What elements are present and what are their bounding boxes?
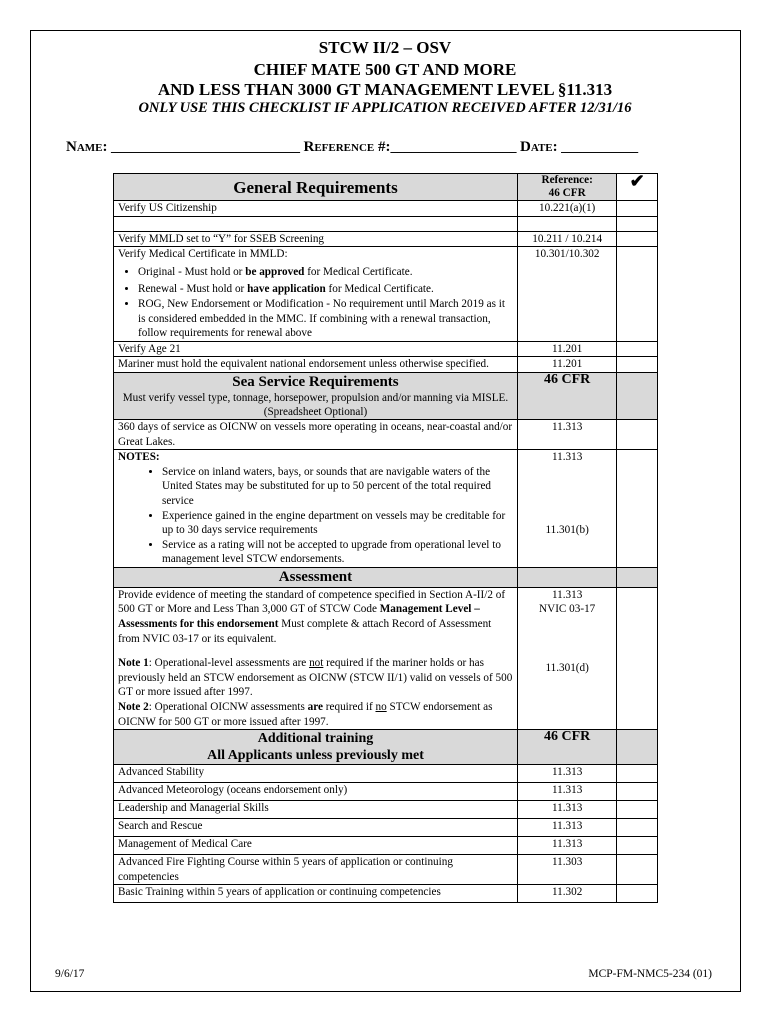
- footer-date: 9/6/17: [55, 968, 85, 980]
- assessment-reference-3: 11.301(d): [545, 662, 589, 675]
- requirement-cell: [114, 587, 518, 729]
- date-field[interactable]: ___________: [557, 140, 639, 155]
- training-text: Basic Training within 5 years of application or continuing competencies: [114, 885, 518, 903]
- requirement-text: Verify MMLD set to “Y” for SSEB Screening: [114, 231, 518, 247]
- footer-form-id: MCP-FM-NMC5-234 (01): [588, 968, 712, 980]
- check-cell[interactable]: [617, 231, 658, 247]
- date-label: Date:: [519, 139, 558, 155]
- requirement-text: 360 days of service as OICNW on vessels more operating in oceans, near-coastal and/or Great Lakes.: [114, 419, 518, 449]
- general-requirements-header: [114, 174, 658, 201]
- name-label: Name:: [66, 139, 108, 155]
- table-row-spacer: [114, 216, 658, 231]
- requirement-cell: [114, 450, 518, 568]
- training-text: Management of Medical Care: [114, 837, 518, 855]
- reference-cell: 11.303: [517, 855, 616, 885]
- check-cell[interactable]: [617, 201, 658, 217]
- training-text: Advanced Stability: [114, 765, 518, 783]
- check-cell[interactable]: [617, 855, 658, 885]
- table-row: [114, 201, 658, 217]
- table-row: [114, 357, 658, 373]
- reference-cell: [517, 450, 616, 568]
- reference-header-label: Reference:: [541, 174, 593, 186]
- training-subtitle: All Applicants unless previously met: [207, 748, 424, 764]
- reference-cell: 11.201: [517, 341, 616, 357]
- reference-cell: [517, 587, 616, 729]
- check-cell[interactable]: [617, 357, 658, 373]
- title-line-2: CHIEF MATE 500 GT AND MORE: [253, 60, 517, 79]
- reference-field[interactable]: __________________: [390, 140, 520, 155]
- assessment-reference-1: 11.313: [551, 588, 583, 601]
- general-requirements-title: General Requirements: [114, 174, 518, 201]
- check-cell[interactable]: [617, 765, 658, 783]
- reference-cell: 10.211 / 10.214: [517, 231, 616, 247]
- table-row: [114, 885, 658, 903]
- notes-reference-1: 11.313: [551, 451, 583, 464]
- table-row: [114, 801, 658, 819]
- reference-cell: 11.201: [517, 357, 616, 373]
- check-cell[interactable]: [617, 819, 658, 837]
- name-field[interactable]: ___________________________: [107, 140, 304, 155]
- reference-cell: 11.313: [517, 801, 616, 819]
- assessment-text: Provide evidence of meeting the standard of competence specified in Section A-II/2 of 500 GT or More and Less Than 3,000 GT of STCW Code Management Level – Assessments for this endorsement Must complete & attach Record of Assessment from NVIC 03-17 or its equivalent.: [118, 588, 506, 645]
- list-item: • Renewal - Must hold or have application for Medical Certificate.: [138, 282, 513, 297]
- list-item: • Original - Must hold or be approved for Medical Certificate.: [138, 265, 513, 280]
- notes-label: NOTES:: [118, 451, 160, 464]
- additional-training-header: [114, 730, 658, 765]
- requirement-text: Verify Age 21: [114, 341, 518, 357]
- notes-reference-2: 11.301(b): [545, 523, 589, 536]
- list-item: • ROG, New Endorsement or Modification - No requirement until March 2019 as it is considered embedded in the MMC. If combining with a renewal transaction, follow requirements for renewal above: [138, 297, 513, 341]
- reference-cell: 11.313: [517, 765, 616, 783]
- assessment-title: Assessment: [114, 567, 518, 587]
- reference-cell: 11.313: [517, 819, 616, 837]
- requirement-text: Mariner must hold the equivalent national endorsement unless otherwise specified.: [114, 357, 518, 373]
- sea-service-subtitle: Must verify vessel type, tonnage, horsepower, propulsion and/or manning via MISLE. (Spreadsheet Optional): [122, 391, 509, 418]
- training-text: Advanced Meteorology (oceans endorsement only): [114, 783, 518, 801]
- check-cell[interactable]: [617, 216, 658, 231]
- requirement-text: Verify Medical Certificate in MMLD:: [118, 248, 288, 261]
- reference-cell: 10.221(a)(1): [517, 201, 616, 217]
- table-row: [114, 855, 658, 885]
- check-cell[interactable]: [617, 801, 658, 819]
- reference-cell: 11.313: [517, 419, 616, 449]
- check-cell[interactable]: [617, 837, 658, 855]
- check-cell[interactable]: [617, 247, 658, 342]
- reference-header-cfr: 46 CFR: [517, 372, 616, 419]
- requirements-checklist-table: [113, 173, 658, 903]
- reference-cell: 11.313: [517, 837, 616, 855]
- table-row: [114, 587, 658, 729]
- reference-header-cfr: 46 CFR: [517, 730, 616, 765]
- training-text: Leadership and Managerial Skills: [114, 801, 518, 819]
- assessment-reference-2: NVIC 03-17: [539, 603, 596, 616]
- reference-cell: 10.301/10.302: [517, 247, 616, 342]
- table-row: [114, 819, 658, 837]
- reference-cell: 11.313: [517, 783, 616, 801]
- applicant-info-row: [66, 139, 638, 156]
- assessment-header: [114, 567, 658, 587]
- table-row: [114, 450, 658, 568]
- notes-list: [132, 465, 513, 567]
- checkmark-icon: ✔: [617, 174, 658, 201]
- checklist-instruction: ONLY USE THIS CHECKLIST IF APPLICATION RECEIVED AFTER 12/31/16: [138, 100, 632, 116]
- reference-header: [517, 174, 616, 201]
- assessment-note-2: Note 2: Operational OICNW assessments are required if no STCW endorsement as OICNW for 500 GT or more issued after 1997.: [118, 701, 493, 728]
- title-line-3: AND LESS THAN 3000 GT MANAGEMENT LEVEL §11.313: [157, 80, 613, 99]
- table-row: [114, 231, 658, 247]
- table-row: [114, 783, 658, 801]
- sea-service-header: [114, 372, 658, 419]
- requirement-cell: [114, 247, 518, 342]
- reference-cell: 11.302: [517, 885, 616, 903]
- check-cell[interactable]: [617, 341, 658, 357]
- list-item: • Service on inland waters, bays, or sounds that are navigable waters of the United States may be substituted for up to 50 percent of the total required service: [162, 465, 513, 509]
- training-text: Advanced Fire Fighting Course within 5 years of application or continuing competencies: [114, 855, 518, 885]
- table-row: [114, 341, 658, 357]
- table-row: [114, 837, 658, 855]
- check-cell[interactable]: [617, 885, 658, 903]
- table-row: [114, 765, 658, 783]
- check-cell[interactable]: [617, 587, 658, 729]
- sea-service-title: Sea Service Requirements: [232, 373, 399, 390]
- training-title: Additional training: [257, 731, 374, 747]
- table-row: [114, 419, 658, 449]
- requirement-text: Verify US Citizenship: [114, 201, 518, 217]
- check-cell[interactable]: [617, 783, 658, 801]
- assessment-note-1: Note 1: Operational-level assessments are not required if the mariner holds or has previously held an STCW endorsement as OICNW (STCW II/1) valid on vessels of 500 GT or more issued after 1997.: [118, 657, 513, 699]
- reference-label: Reference #:: [303, 139, 391, 155]
- medical-certificate-list: [118, 265, 513, 341]
- check-cell[interactable]: [617, 450, 658, 568]
- table-row: [114, 247, 658, 342]
- training-text: Search and Rescue: [114, 819, 518, 837]
- reference-header-cfr: 46 CFR: [548, 187, 586, 199]
- title-line-1: STCW II/2 – OSV: [318, 38, 452, 57]
- list-item: • Service as a rating will not be accepted to upgrade from operational level to management level STCW endorsements.: [162, 538, 513, 567]
- list-item: • Experience gained in the engine department on vessels may be creditable for up to 30 days service requirements: [162, 509, 513, 538]
- check-cell[interactable]: [617, 419, 658, 449]
